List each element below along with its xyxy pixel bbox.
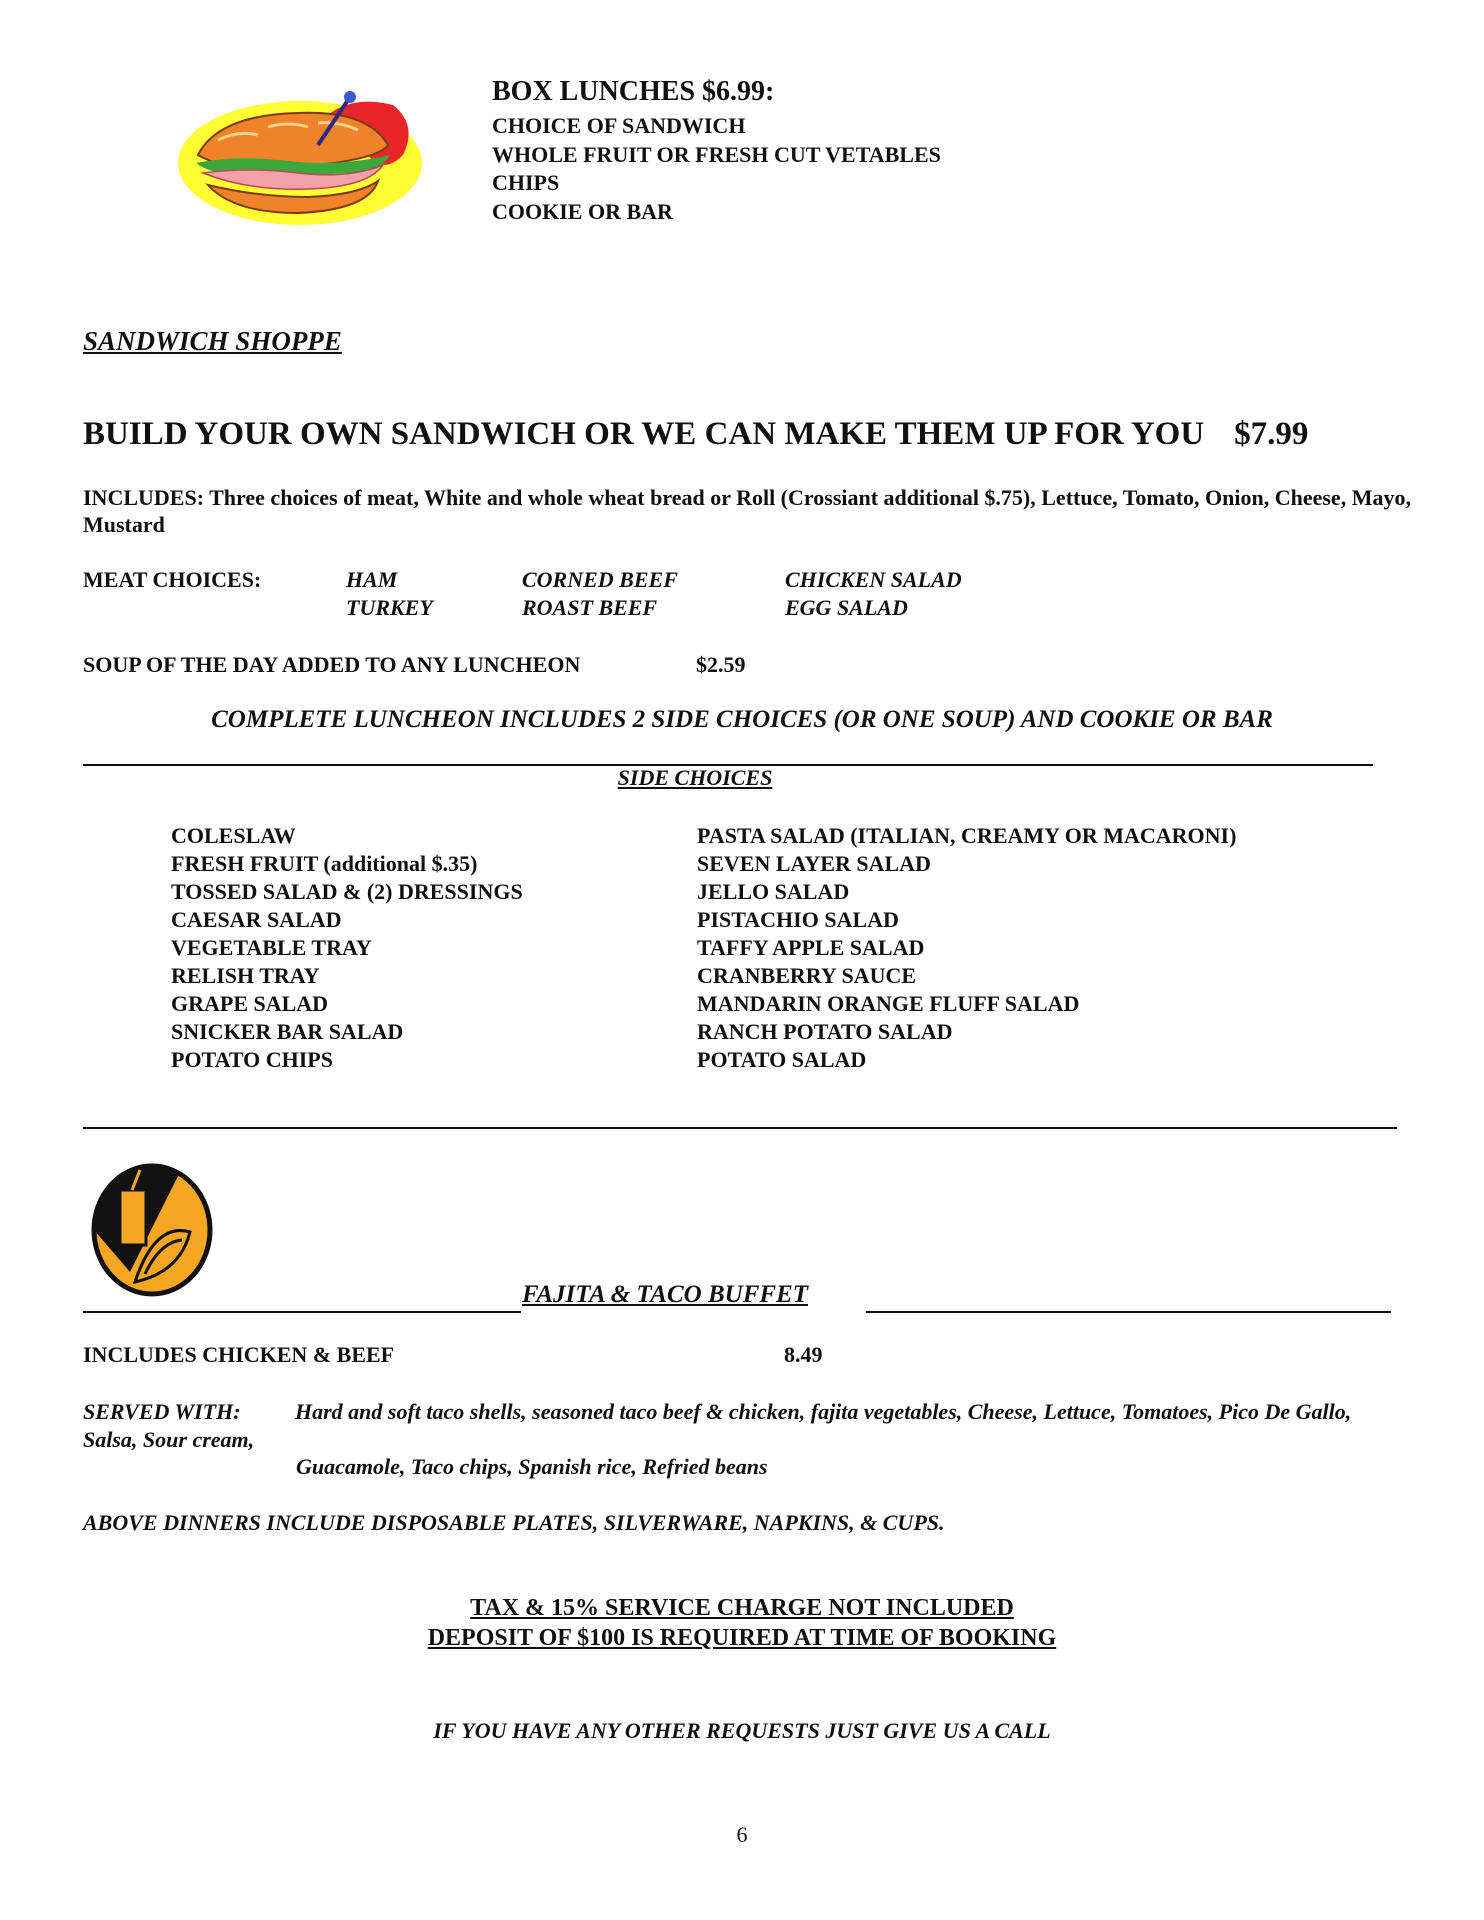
divider (83, 1311, 521, 1313)
side-item: SEVEN LAYER SALAD (697, 851, 931, 876)
soup-price: $2.59 (696, 652, 746, 677)
call-note: IF YOU HAVE ANY OTHER REQUESTS JUST GIVE US A CALL (433, 1718, 1051, 1743)
fajita-taco-buffet-heading: FAJITA & TACO BUFFET (522, 1281, 808, 1308)
meat-column-1 (346, 566, 433, 622)
side-item: RELISH TRAY (171, 963, 320, 988)
side-item: POTATO CHIPS (171, 1047, 333, 1072)
above-dinners-note: ABOVE DINNERS INCLUDE DISPOSABLE PLATES, SILVERWARE, NAPKINS, & CUPS. (83, 1510, 945, 1535)
served-with-text: Hard and soft taco shells, seasoned taco beef & chicken, fajita vegetables, Cheese, Lettuce, Tomatoes, Pico De Gallo, Salsa, Sour cream, (83, 1399, 1352, 1452)
side-item: GRAPE SALAD (171, 991, 329, 1016)
meat-item: TURKEY (346, 595, 433, 620)
box-lunch-item: CHIPS (492, 170, 560, 195)
sandwich-clipart-icon (178, 85, 426, 230)
side-item: FRESH FRUIT (additional $.35) (171, 851, 478, 876)
side-item: TAFFY APPLE SALAD (697, 935, 925, 960)
side-item: PASTA SALAD (ITALIAN, CREAMY OR MACARONI) (697, 823, 1237, 848)
meat-column-2 (522, 566, 678, 622)
divider (83, 1127, 1397, 1129)
soup-label: SOUP OF THE DAY ADDED TO ANY LUNCHEON (83, 652, 581, 677)
served-with (83, 1398, 1403, 1454)
taco-drink-icon (90, 1162, 214, 1298)
meat-column-3 (785, 566, 962, 622)
meat-choices-label: MEAT CHOICES: (83, 567, 262, 592)
build-sandwich-price: $7.99 (1234, 416, 1309, 452)
box-lunch-item: CHOICE OF SANDWICH (492, 113, 746, 138)
side-item: PISTACHIO SALAD (697, 907, 899, 932)
deposit-note: DEPOSIT OF $100 IS REQUIRED AT TIME OF BOOKING (427, 1625, 1057, 1651)
side-item: CAESAR SALAD (171, 907, 342, 932)
side-item: VEGETABLE TRAY (171, 935, 372, 960)
meat-item: CHICKEN SALAD (785, 567, 962, 592)
side-item: MANDARIN ORANGE FLUFF SALAD (697, 991, 1080, 1016)
served-with-continued: Guacamole, Taco chips, Spanish rice, Refried beans (296, 1454, 768, 1479)
sandwich-includes: INCLUDES: Three choices of meat, White and whole wheat bread or Roll (Crossiant additional $.75), Lettuce, Tomato, Onion, Cheese, Mayo, Mustard (83, 485, 1411, 537)
fajita-price: 8.49 (784, 1342, 823, 1367)
side-item: JELLO SALAD (697, 879, 850, 904)
side-choices-left-column (171, 822, 523, 1074)
box-lunch-items (492, 112, 941, 226)
side-item: RANCH POTATO SALAD (697, 1019, 953, 1044)
meat-item: CORNED BEEF (522, 567, 678, 592)
side-item: SNICKER BAR SALAD (171, 1019, 404, 1044)
complete-luncheon-note: COMPLETE LUNCHEON INCLUDES 2 SIDE CHOICES (OR ONE SOUP) AND COOKIE OR BAR (211, 706, 1273, 733)
side-item: POTATO SALAD (697, 1047, 867, 1072)
meat-item: HAM (346, 567, 398, 592)
side-item: COLESLAW (171, 823, 296, 848)
meat-item: ROAST BEEF (522, 595, 658, 620)
side-choices-right-column (697, 822, 1236, 1074)
box-lunch-item: WHOLE FRUIT OR FRESH CUT VETABLES (492, 141, 941, 167)
side-item: CRANBERRY SAUCE (697, 963, 917, 988)
meat-item: EGG SALAD (785, 595, 908, 620)
page-number: 6 (736, 1822, 748, 1847)
tax-note: TAX & 15% SERVICE CHARGE NOT INCLUDED (470, 1595, 1014, 1621)
build-sandwich-title: BUILD YOUR OWN SANDWICH OR WE CAN MAKE THEM UP FOR YOU (83, 416, 1205, 452)
fajita-includes: INCLUDES CHICKEN & BEEF (83, 1342, 395, 1367)
divider (866, 1311, 1391, 1313)
served-with-label: SERVED WITH: (83, 1399, 241, 1424)
side-item: TOSSED SALAD & (2) DRESSINGS (171, 879, 523, 904)
box-lunch-title: BOX LUNCHES $6.99: (492, 76, 775, 107)
build-sandwich-heading (83, 416, 1308, 453)
box-lunch-item: COOKIE OR BAR (492, 198, 673, 224)
sandwich-shoppe-heading: SANDWICH SHOPPE (83, 326, 342, 356)
side-choices-heading: SIDE CHOICES (617, 765, 773, 790)
